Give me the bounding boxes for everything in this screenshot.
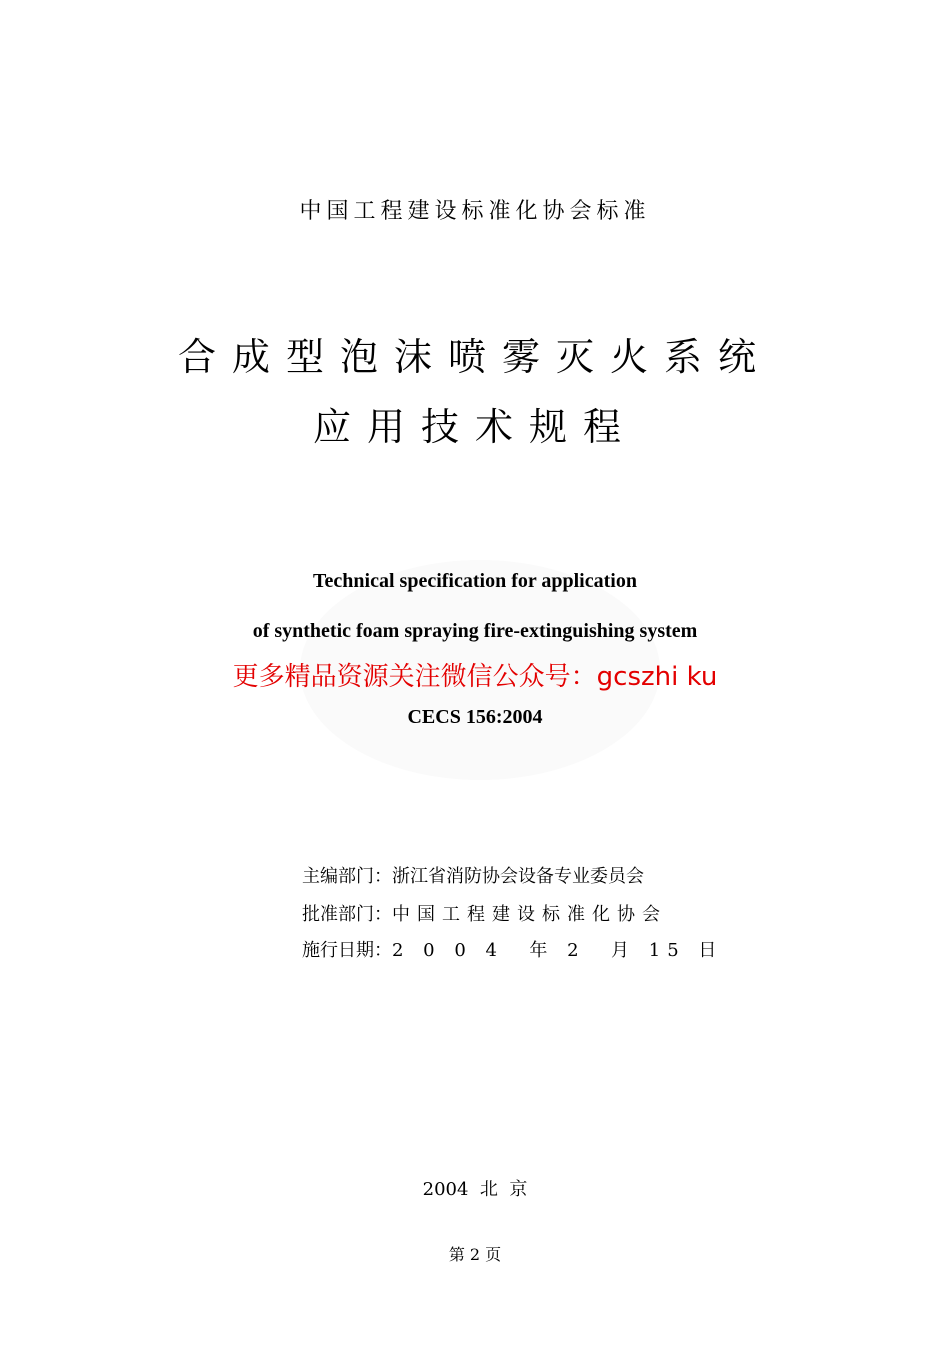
publication-place: 2004 北 京 bbox=[422, 1179, 528, 1200]
title-cn-line2: 应用技术规程 bbox=[312, 405, 637, 449]
standard-code: CECS 156:2004 bbox=[407, 706, 543, 728]
page-number: 第 2 页 bbox=[448, 1245, 502, 1264]
editor-line bbox=[302, 862, 644, 888]
title-en-line2: of synthetic foam spraying fire-extinguishing system bbox=[252, 620, 698, 642]
approver-line bbox=[302, 900, 667, 926]
effective-value: 2 0 0 4 年 2 月 15 日 bbox=[392, 940, 724, 961]
effective-date-line bbox=[302, 936, 723, 962]
title-cn-line1: 合成型泡沫喷雾灭火系统 bbox=[177, 335, 772, 379]
approver-value: 中国工程建设标准化协会 bbox=[392, 904, 667, 925]
editor-value: 浙江省消防协会设备专业委员会 bbox=[392, 866, 644, 887]
editor-label: 主编部门： bbox=[302, 866, 392, 887]
title-en-line1: Technical specification for application bbox=[313, 570, 637, 592]
effective-label: 施行日期： bbox=[302, 940, 392, 961]
promo-text: 更多精品资源关注微信公众号：gcszhi ku bbox=[232, 662, 718, 692]
issuer-title: 中国工程建设标准化协会标准 bbox=[299, 199, 651, 224]
approver-label: 批准部门： bbox=[302, 904, 392, 925]
